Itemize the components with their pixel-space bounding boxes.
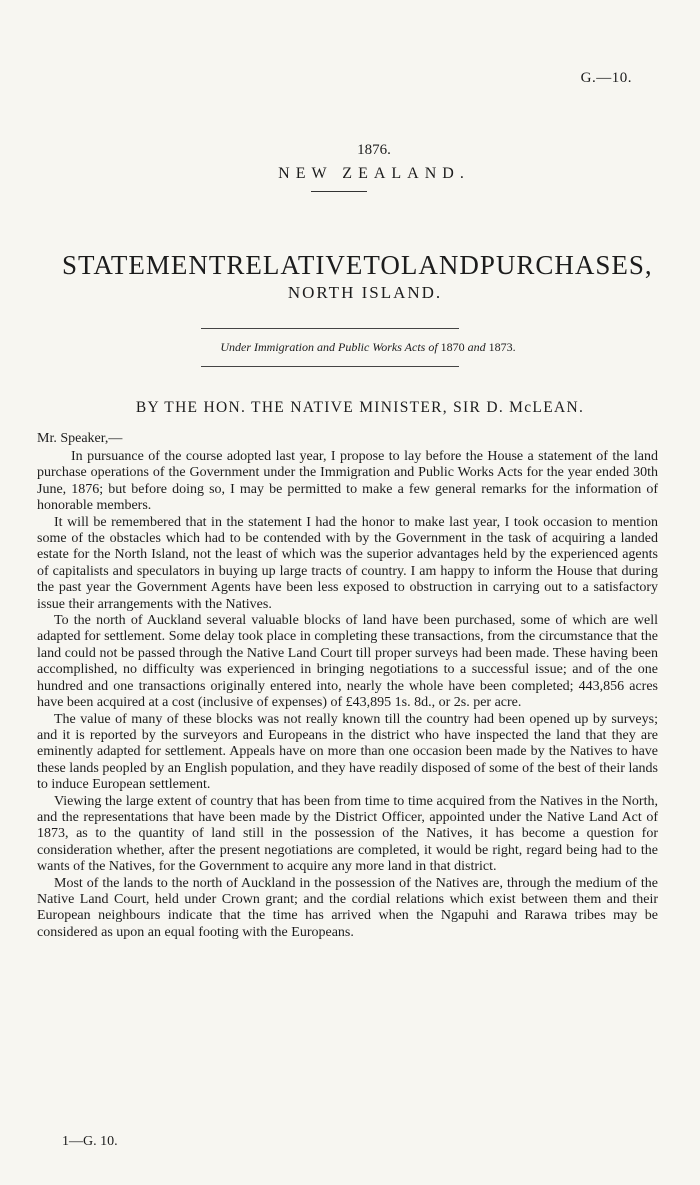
acts-text: Under Immigration and Public Works Acts of: [220, 340, 438, 354]
title-word: LAND: [400, 250, 480, 280]
title-word: TO: [363, 250, 401, 280]
body-text: [37, 449, 658, 941]
acts-year-2: 1873.: [488, 340, 516, 354]
acts-and: and: [467, 340, 486, 354]
title-word: STATEMENT: [62, 250, 227, 280]
document-title: [62, 250, 653, 281]
paragraph: To the north of Auckland several valuable blocks of land have been purchased, some of which are well adapted for settlement. Some delay took place in completing these transactions, from the circumstance that the land could not be passed through the Native Land Court till proper surveys had been made. These having been accomplished, no difficulty was experienced in bringing negotiations to a successful issue; and of the one hundred and one transactions originally entered into, nearly the whole have been completed; 443,856 acres have been acquired at a cost (inclusive of expenses) of £43,895 1s. 8d., or 2s. per acre.: [37, 613, 658, 711]
document-subtitle: NORTH ISLAND.: [287, 283, 443, 302]
paragraph: It will be remembered that in the statement I had the honor to make last year, I took occasion to mention some of the obstacles which had to be contended with by the Government in the task of acquiring a landed estate for the North Island, not the least of which was the superior advantages held by the experienced agents of capitalists and speculators in buying up large tracts of country. I am happy to inform the House that during the past year the Government Agents have been less exposed to obstruction in carrying out to a satisfactory issue their arrangements with the Natives.: [37, 514, 658, 612]
title-word: PURCHASES,: [479, 250, 653, 280]
paragraph: Most of the lands to the north of Auckland in the possession of the Natives are, through the medium of the Native Land Court, held under Crown grant; and the cordial relations which exist between them and their European neighbours indicate that the time has arrived when the Ngapuhi and Rarawa tribes may be considered as upon an equal footing with the Europeans.: [37, 875, 658, 940]
title-word: RELATIVE: [226, 250, 364, 280]
document-year: 1876.: [357, 142, 391, 158]
divider: [311, 191, 367, 192]
acts-year-1: 1870: [440, 340, 465, 354]
paragraph: Viewing the large extent of country that has been from time to time acquired from the Natives in the North, and the representations that have been made by the District Officer, appointed under the Native Land Act of 1873, as to the quantity of land still in the possession of the Natives, it has become a question for consideration whether, after the present negotiations are completed, it would be right, regard being had to the wants of the Natives, for the Government to acquire any more land in that district.: [37, 793, 658, 875]
country-heading: NEW ZEALAND.: [278, 165, 470, 182]
divider: [201, 366, 459, 367]
document-reference: G.—10.: [580, 70, 632, 86]
divider: [201, 328, 459, 329]
paragraph: The value of many of these blocks was not really known till the country had been opened up by surveys; and it is reported by the surveyors and Europeans in the district who have inspected the land that they are eminently adapted for settlement. Appeals have on more than one occasion been made by the Natives to have these lands peopled by an English population, and they have readily disposed of some of the best of their lands to induce European settlement.: [37, 711, 658, 793]
page-footer: 1—G. 10.: [62, 1134, 118, 1149]
acts-line: [0, 340, 700, 355]
paragraph: In pursuance of the course adopted last year, I propose to lay before the House a statement of the land purchase operations of the Government under the Immigration and Public Works Acts for the year ended 30th June, 1876; but before doing so, I may be permitted to make a few general remarks for the information of honorable members.: [37, 449, 658, 514]
byline: BY THE HON. THE NATIVE MINISTER, SIR D. McLEAN.: [135, 399, 585, 416]
salutation: Mr. Speaker,—: [37, 431, 123, 446]
